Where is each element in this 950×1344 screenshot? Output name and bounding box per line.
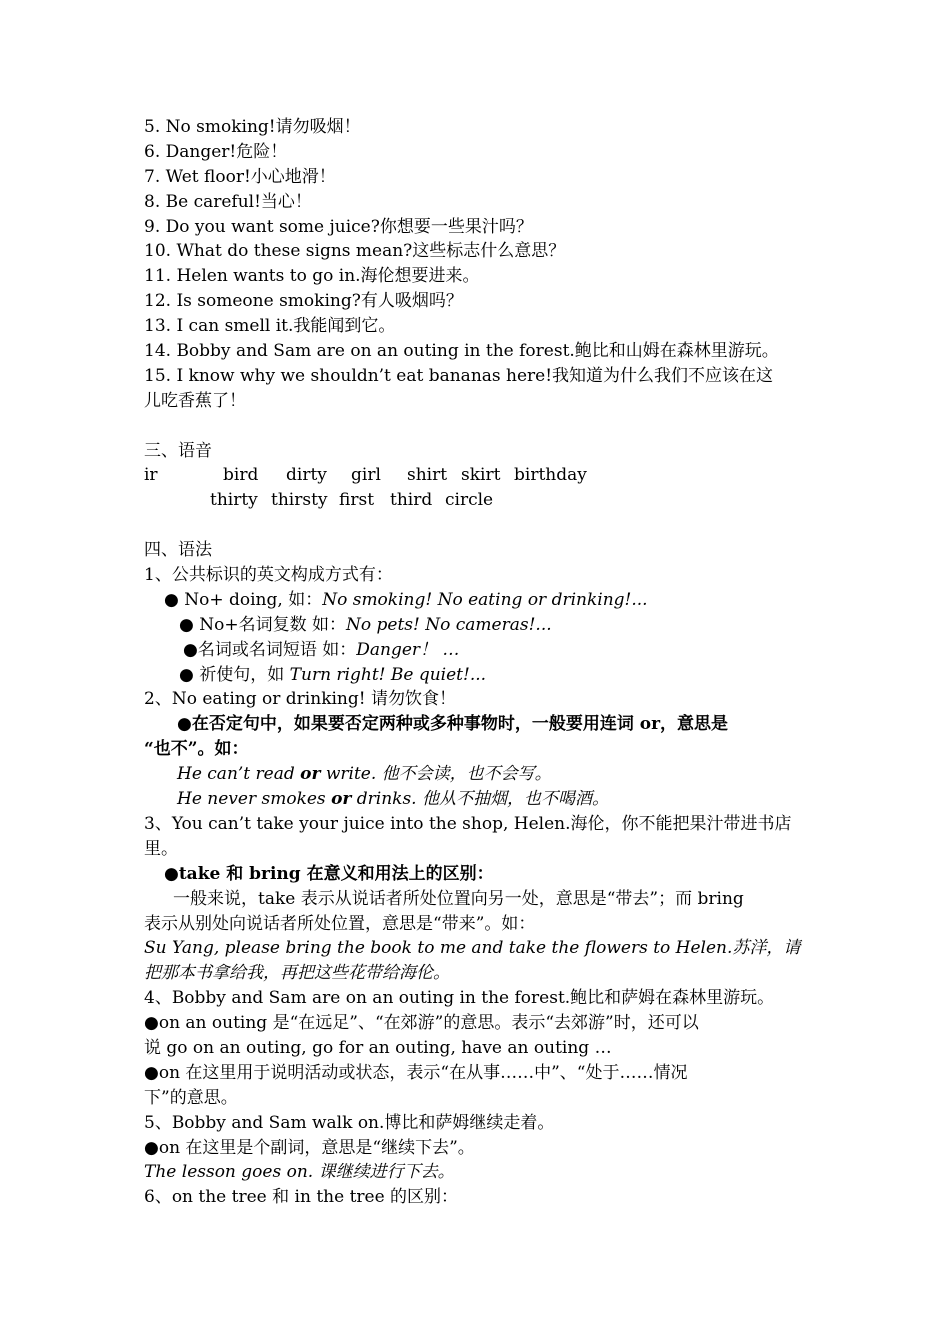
word: skirt	[461, 465, 501, 486]
word: first	[339, 490, 375, 511]
example-sentence: The lesson goes on. 课继续进行下去。	[144, 1162, 455, 1183]
grammar-rule: “也不”。如：	[144, 739, 249, 760]
document-page	[144, 115, 809, 1210]
bullet-item: ● No+名词复数 如：No pets! No cameras!...	[179, 614, 552, 635]
example-sentence: He can’t read or write. 他不会读，也不会写。	[177, 764, 552, 785]
example-sentence: Su Yang, please bring the book to me and take the flowers to Helen.苏洋，请	[144, 938, 801, 959]
bullet-item: ●on an outing 是“在远足”、“在郊游”的意思。表示“去郊游”时，还可以	[144, 1013, 699, 1034]
grammar-subheading: ●take 和 bring 在意义和用法上的区别：	[164, 863, 494, 884]
word: girl	[351, 465, 381, 486]
paragraph-line: 一般来说，take 表示从说话者所处位置向另一处，意思是“带去”；而 bring	[173, 888, 744, 909]
word: circle	[445, 490, 494, 511]
pronunciation-row-1	[144, 463, 809, 488]
word: shirt	[407, 465, 448, 486]
bullet-item: 说 go on an outing, go for an outing, have an outing …	[144, 1037, 612, 1058]
grammar-point-title: 里。	[144, 838, 178, 859]
word: bird	[223, 465, 259, 486]
word: thirsty	[271, 490, 328, 511]
grammar-rule: ●在否定句中，如果要否定两种或多种事物时，一般要用连词 or，意思是	[177, 714, 729, 735]
bullet-item: 下”的意思。	[144, 1087, 238, 1108]
phrase-item-15-line2: 儿吃香蕉了！	[144, 390, 246, 411]
phrase-item: 10. What do these signs mean?这些标志什么意思？	[144, 241, 566, 262]
bullet-item: ●on 在这里是个副词，意思是“继续下去”。	[144, 1137, 475, 1158]
word: birthday	[514, 465, 587, 486]
grammar-point-title: 4、Bobby and Sam are on an outing in the forest.鲍比和萨姆在森林里游玩。	[144, 988, 775, 1009]
paragraph-line: 表示从别处向说话者所处位置，意思是“带来”。如：	[144, 913, 536, 934]
bullet-item: ● 祈使句，如 Turn right! Be quiet!...	[179, 664, 487, 685]
phrase-item: 13. I can smell it.我能闻到它。	[144, 316, 396, 337]
pronunciation-row-2	[144, 488, 809, 513]
grammar-point-title: 1、公共标识的英文构成方式有：	[144, 565, 393, 586]
phrase-item: 8. Be careful!当心！	[144, 191, 312, 212]
pronunciation-section	[144, 439, 809, 514]
phrase-list	[144, 115, 809, 414]
bullet-item: ● No+ doing, 如：No smoking! No eating or drinking!...	[164, 589, 648, 610]
bullet-item: ●名词或名词短语 如：Danger！ …	[183, 639, 460, 660]
word: third	[390, 490, 433, 511]
sound-label: ir	[144, 465, 158, 486]
section-heading: 四、语法	[144, 540, 212, 561]
phrase-item: 11. Helen wants to go in.海伦想要进来。	[144, 266, 480, 287]
word: dirty	[286, 465, 327, 486]
phrase-item: 7. Wet floor!小心地滑！	[144, 166, 336, 187]
example-sentence: 把那本书拿给我，再把这些花带给海伦。	[144, 963, 450, 984]
phrase-item: 9. Do you want some juice?你想要一些果汁吗？	[144, 216, 533, 237]
phrase-item-15-line1: 15. I know why we shouldn’t eat bananas here!我知道为什么我们不应该在这	[144, 365, 774, 386]
grammar-point-title: 6、on the tree 和 in the tree 的区别：	[144, 1187, 459, 1208]
grammar-point-title: 5、Bobby and Sam walk on.博比和萨姆继续走着。	[144, 1112, 555, 1133]
word: thirty	[210, 490, 258, 511]
bullet-item: ●on 在这里用于说明活动或状态，表示“在从事……中”、“处于……情况	[144, 1062, 688, 1083]
grammar-point-title: 2、No eating or drinking! 请勿饮食！	[144, 689, 456, 710]
grammar-point-title: 3、You can’t take your juice into the shop, Helen.海伦，你不能把果汁带进书店	[144, 813, 792, 834]
example-sentence: He never smokes or drinks. 他从不抽烟，也不喝酒。	[177, 789, 609, 810]
phrase-item: 6. Danger!危险！	[144, 141, 288, 162]
phrase-item: 14. Bobby and Sam are on an outing in the forest.鲍比和山姆在森林里游玩。	[144, 341, 779, 362]
grammar-section	[144, 538, 809, 1210]
phrase-item: 12. Is someone smoking?有人吸烟吗？	[144, 291, 463, 312]
section-heading: 三、语音	[144, 440, 212, 461]
phrase-item: 5. No smoking!请勿吸烟！	[144, 117, 361, 137]
